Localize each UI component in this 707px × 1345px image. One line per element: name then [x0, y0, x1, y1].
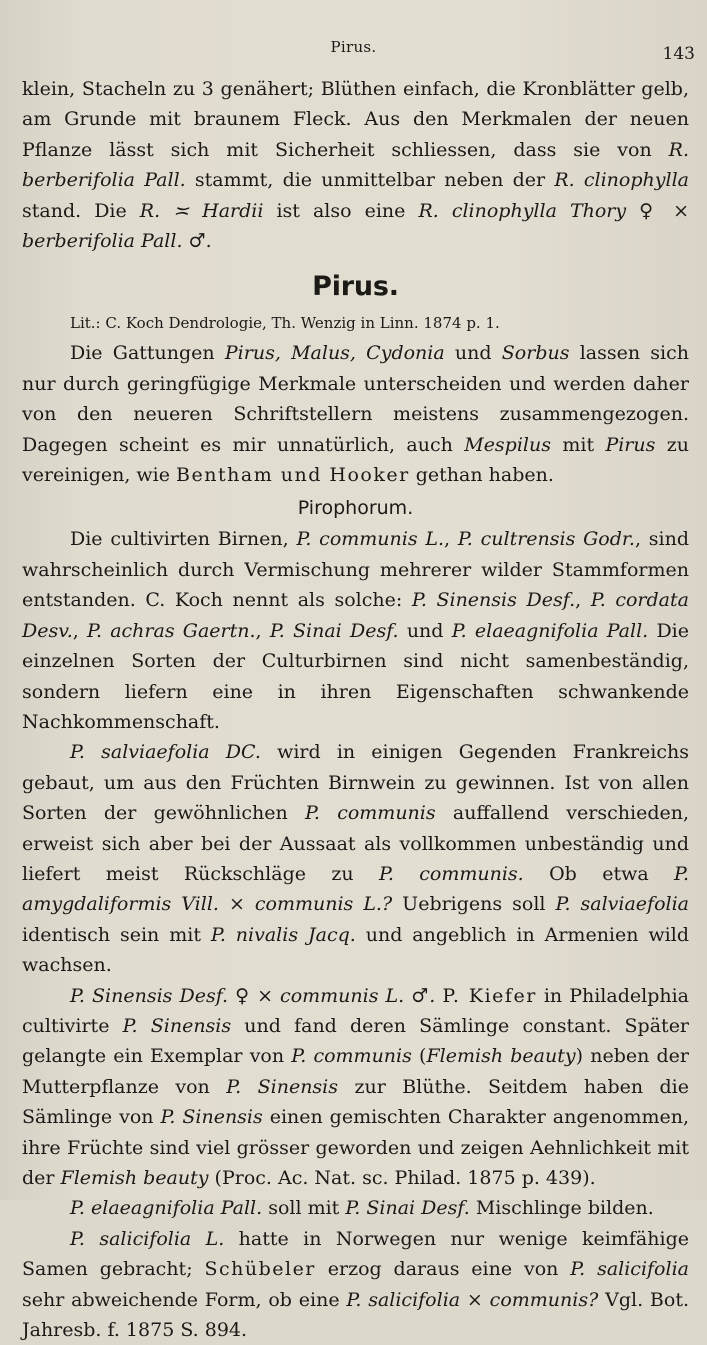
- text-run: identisch sein mit: [22, 923, 211, 946]
- text-run: lassen sich nur durch geringfügige Merkmale unterscheiden und werden daher von den neueren Schriftstellern meistens zusammengezogen. Dagegen scheint es mir unnatürlich, auch: [22, 342, 689, 456]
- text-run: ) neben der Mutterpflanze von: [22, 1045, 690, 1098]
- taxon-name: P. elaeagnifolia Pall.: [451, 619, 649, 642]
- taxon-name: P. communis: [291, 1045, 412, 1068]
- text-run: (: [411, 1045, 427, 1068]
- hybrid-formula: P. salicifolia ⨯ communis?: [346, 1288, 599, 1311]
- taxon-name: P. salviaefolia DC.: [70, 741, 261, 764]
- text-run: zur Blüthe. Seitdem haben die Sämlinge von: [22, 1075, 690, 1129]
- text-run: ,: [444, 528, 458, 551]
- text-run: stand. Die: [22, 199, 140, 222]
- text-run: und fand deren Sämlinge constant. Später gelangte ein Exemplar von: [22, 1014, 690, 1068]
- text-run: hatte in Norwegen nur wenige keimfähige Samen gebracht;: [22, 1227, 689, 1281]
- literature-reference: Lit.: C. Koch Dendrologie, Th. Wenzig in Linn. 1874 p. 1.: [70, 314, 500, 333]
- author-names: Bentham und Hooker: [176, 464, 410, 487]
- hybrid-formula: P. amygdaliformis Vill. ⨯ communis L.?: [22, 862, 690, 916]
- text-run: Die cultivirten Birnen,: [70, 528, 297, 551]
- taxon-name: P. salicifolia: [570, 1258, 689, 1281]
- taxon-name: P. Sinai Desf.: [345, 1197, 470, 1220]
- text-run: auffallend verschieden, erweist sich aber bei der Aussaat als vollkommen unbeständig und liefert meist Rückschläge zu: [22, 802, 689, 885]
- carryover-paragraph: [22, 74, 689, 256]
- person-name: Schübeler: [204, 1258, 316, 1281]
- text-run: soll mit: [262, 1197, 346, 1220]
- genus-names: Pirus, Malus, Cydonia: [224, 342, 445, 365]
- hybrid-formula: R. clinophylla Thory ♀ ⨯ berberifolia Pall. ♂.: [22, 199, 689, 253]
- page-content: [22, 74, 689, 1345]
- text-run: mit: [551, 433, 606, 456]
- text-run: stammt, die unmittelbar neben der: [185, 169, 555, 192]
- taxon-name: P. communis: [304, 802, 436, 825]
- text-run: erzog daraus eine von: [315, 1258, 571, 1281]
- subsection-title: Pirophorum.: [297, 497, 414, 520]
- cultivar-name: Flemish beauty: [426, 1045, 576, 1068]
- text-run: und angeblich in Armenien wild wachsen.: [22, 923, 689, 977]
- text-run: klein, Stacheln zu 3 genähert; Blüthen einfach, die Kronblätter gelb, am Grunde mit braunem Fleck. Aus den Merkmalen der neuen Pflanze lässt sich mit Sicherheit schliessen, dass sie von: [22, 78, 689, 161]
- text-run: gethan haben.: [409, 464, 554, 487]
- text-run: und: [398, 619, 452, 642]
- paragraph-cultivated-pears: [22, 524, 689, 737]
- running-title: Pirus.: [330, 38, 377, 56]
- text-run: (Proc. Ac. Nat. sc. Philad. 1875 p. 439).: [208, 1167, 596, 1189]
- text-run: Ob etwa: [523, 862, 675, 885]
- taxon-name: P. salviaefolia: [555, 893, 690, 916]
- text-run: Die Gattungen: [70, 342, 225, 365]
- text-run: , sind wahrscheinlich durch Vermischung mehrerer wilder Stammformen entstanden. C. Koch nennt als solche:: [22, 528, 689, 612]
- text-run: ,: [575, 589, 591, 612]
- paragraph-sinensis-hybrid: [22, 981, 689, 1194]
- page-number: 143: [662, 44, 695, 64]
- cultivar-name: Flemish beauty: [60, 1167, 209, 1189]
- taxon-name: P. cultrensis Godr.: [457, 528, 635, 551]
- text-run: Uebrigens soll: [392, 893, 556, 916]
- genus-name: Pirus: [605, 433, 656, 456]
- taxon-name: P. Sinai Desf.: [269, 619, 399, 642]
- text-run: einen gemischten Charakter angenommen, ihre Früchte sind viel grösser geworden und zeigen Aehnlichkeit mit der: [22, 1106, 689, 1189]
- intro-paragraph: [22, 338, 689, 490]
- taxon-name: R. berberifolia Pall.: [22, 138, 689, 192]
- page-header: [0, 38, 707, 62]
- taxon-name: P. salicifolia L.: [70, 1227, 225, 1250]
- taxon-name: P. achras Gaertn.: [87, 619, 256, 642]
- taxon-name: P. Sinensis: [160, 1106, 263, 1129]
- text-run: wird in einigen Gegenden Frankreichs gebaut, um aus den Früchten Birnwein zu gewinnen. Ist von allen Sorten der gewöhnlichen: [22, 741, 689, 825]
- taxon-name: P. Sinensis Desf.: [411, 589, 576, 612]
- text-run: Mischlinge bilden.: [469, 1197, 654, 1220]
- text-run: ,: [255, 619, 270, 642]
- taxon-name: P. communis.: [378, 862, 524, 885]
- taxon-name: R. ≍ Hardii: [139, 199, 264, 222]
- genus-name: Sorbus: [501, 342, 570, 365]
- taxon-name: P. nivalis Jacq.: [210, 923, 356, 946]
- paragraph-salviaefolia: [22, 737, 689, 980]
- text-run: sehr abweichende Form, ob eine: [22, 1288, 347, 1311]
- text-run: ,: [72, 619, 88, 642]
- taxon-name: P. Sinensis: [122, 1014, 232, 1037]
- hybrid-formula: P. Sinensis Desf. ♀ ⨯ communis L. ♂.: [70, 984, 436, 1007]
- text-run: Vgl. Bot. Jahresb. f. 1875 S. 894.: [22, 1288, 690, 1342]
- taxon-name: P. communis L.: [296, 528, 445, 551]
- text-run: und: [444, 342, 502, 365]
- genus-name: Mespilus: [464, 433, 551, 456]
- taxon-name: P. Sinensis: [226, 1075, 339, 1098]
- paragraph-salicifolia: [22, 1224, 689, 1345]
- taxon-name: R. clinophylla: [554, 169, 689, 192]
- text-run: ist also eine: [263, 199, 419, 222]
- paragraph-elaeagnifolia: [22, 1193, 689, 1223]
- taxon-name: P. elaeagnifolia Pall.: [70, 1197, 263, 1220]
- text-run: Die einzelnen Sorten der Culturbirnen sind nicht samenbeständig, sondern liefern eine in ihren Eigenschaften schwankende Nachkommenschaft.: [22, 619, 689, 733]
- text-run: in Philadelphia cultivirte: [22, 984, 690, 1037]
- section-title: Pirus.: [312, 271, 399, 303]
- taxon-name: P. cordata Desv.: [22, 589, 689, 642]
- text-run: zu vereinigen, wie: [22, 433, 689, 487]
- person-name: P. Kiefer: [442, 984, 537, 1007]
